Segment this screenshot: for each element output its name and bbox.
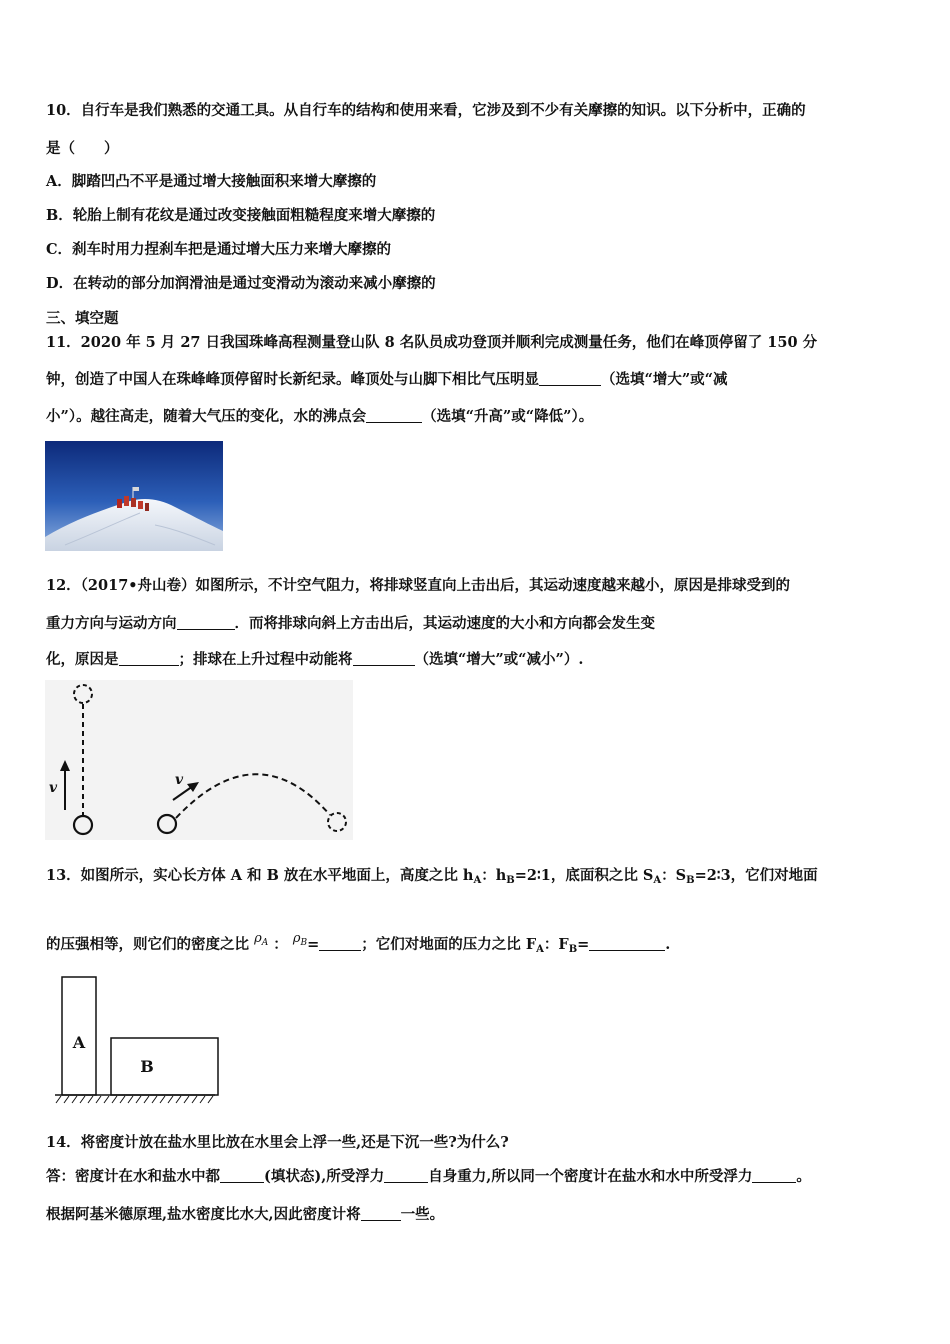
- q12-blank-reason: [119, 651, 179, 666]
- q12-blank-direction: [177, 615, 235, 630]
- q12-blank-kinetic: [353, 651, 415, 666]
- q13-sep2: ：S: [661, 867, 687, 884]
- q12-text-e: （选填“增大”或“减小”）.: [414, 651, 584, 668]
- q12-line3: [46, 650, 583, 670]
- q13-text-a: 13．如图所示，实心长方体 A 和 B 放在水平地面上，高度之比 h: [46, 867, 474, 884]
- q12-line2: [46, 614, 655, 634]
- q12-text-a: 重力方向与运动方向: [46, 615, 177, 632]
- sub-a: A: [473, 875, 482, 886]
- volleyball-figure: [45, 680, 353, 840]
- q14-answer-line1: [46, 1167, 811, 1187]
- q13-text-c: =2∶3，它们对地面: [694, 867, 818, 884]
- q13-line1: [46, 866, 818, 891]
- q14-answer-line2: [46, 1205, 444, 1225]
- q13-eq1: =: [307, 936, 320, 953]
- q11-line1: 11．2020 年 5 月 27 日我国珠峰高程测量登山队 8 名队员成功登顶并顺利完成测量任务，他们在峰顶停留了 150 分: [46, 334, 818, 351]
- q10-option-a: A．脚踏凹凸不平是通过增大接触面积来增大摩擦的: [46, 173, 377, 190]
- label-v-oblique: v: [175, 772, 184, 788]
- q14-blank-direction: [361, 1206, 401, 1221]
- q11-text-b: （选填“增大”或“减: [601, 371, 728, 388]
- q12-text-c: 化，原因是: [46, 651, 119, 668]
- q13-text-e: ；它们对地面的压力之比 F: [361, 936, 537, 953]
- q12-line1: 12．（2017•舟山卷）如图所示，不计空气阻力，将排球竖直向上击出后，其运动速度越来越小，原因是排球受到的: [46, 577, 791, 594]
- q14-text-f: 一些。: [400, 1206, 445, 1223]
- everest-photo: [45, 441, 223, 551]
- q14-text-b: (填状态),所受浮力: [264, 1168, 385, 1185]
- q11-text-a: 钟，创造了中国人在珠峰峰顶停留时长新纪录。峰顶处与山脚下相比气压明显: [46, 371, 539, 388]
- q13-eq2: =: [577, 936, 590, 953]
- q13-text-b: =2∶1，底面积之比 S: [514, 867, 654, 884]
- rho-a: [254, 931, 268, 946]
- sub-a: A: [653, 875, 662, 886]
- block-b: [111, 1038, 218, 1095]
- rho-symbol: ρ: [292, 931, 301, 946]
- q14-text-a: 答：密度计在水和盐水中都: [46, 1168, 220, 1185]
- q14-text-d: 。: [796, 1168, 811, 1185]
- label-v-vertical: v: [49, 780, 58, 796]
- q14-text-c: 自身重力,所以同一个密度计在盐水和水中所受浮力: [428, 1168, 753, 1185]
- q11-blank-boiling: [366, 408, 422, 423]
- rho-b: [293, 931, 307, 946]
- q13-line2: [46, 929, 670, 960]
- q13-sep3: ：F: [543, 936, 569, 953]
- sub-a: A: [261, 938, 269, 948]
- sub-b: B: [506, 875, 515, 886]
- q11-blank-pressure: [539, 371, 601, 386]
- q13-sep1: ：h: [481, 867, 507, 884]
- q10-option-c: C．刹车时用力捏刹车把是通过增大压力来增大摩擦的: [46, 241, 392, 258]
- label-block-a: A: [72, 1033, 86, 1052]
- q14-blank-compare: [752, 1168, 796, 1183]
- q10-stem-cont: 是（ ）: [46, 140, 119, 157]
- sub-b: B: [300, 938, 308, 948]
- q10-option-d: D．在转动的部分加润滑油是通过变滑动为滚动来减小摩擦的: [46, 275, 436, 292]
- q14-text-e: 根据阿基米德原理,盐水密度比水大,因此密度计将: [46, 1206, 361, 1223]
- q13-colon: ：: [273, 936, 288, 953]
- q12-text-b: ．而将排球向斜上方击出后，其运动速度的大小和方向都会发生变: [234, 615, 655, 632]
- blocks-figure: [55, 972, 220, 1108]
- q14-blank-buoyancy: [384, 1168, 428, 1183]
- q11-line2: [46, 370, 728, 390]
- ground-hatching: [56, 1096, 213, 1103]
- sub-b: B: [568, 944, 578, 955]
- q14-question: 14．将密度计放在盐水里比放在水里会上浮一些,还是下沉一些?为什么?: [46, 1134, 509, 1151]
- section-title: 三、填空题: [46, 310, 119, 327]
- rho-symbol: ρ: [254, 931, 262, 946]
- q13-text-d: 的压强相等，则它们的密度之比: [46, 936, 249, 953]
- q11-line3: [46, 407, 593, 427]
- q10-stem: 10．自行车是我们熟悉的交通工具。从自行车的结构和使用来看，它涉及到不少有关摩擦的知识。以下分析中，正确的: [46, 102, 806, 119]
- q11-text-c: 小”）。越往高走，随着大气压的变化，水的沸点会: [46, 408, 367, 425]
- q11-text-d: （选填“升高”或“降低”）。: [422, 408, 594, 425]
- q10-option-b: B．轮胎上制有花纹是通过改变接触面粗糙程度来增大摩擦的: [46, 207, 436, 224]
- q12-text-d: ；排球在上升过程中动能将: [178, 651, 353, 668]
- q13-blank-force: [589, 936, 665, 951]
- q13-blank-density: [319, 936, 361, 951]
- sub-b: B: [686, 875, 695, 886]
- q14-blank-state: [220, 1168, 264, 1183]
- label-block-b: B: [140, 1057, 154, 1076]
- sub-a: A: [536, 944, 544, 955]
- q13-period: .: [665, 936, 671, 953]
